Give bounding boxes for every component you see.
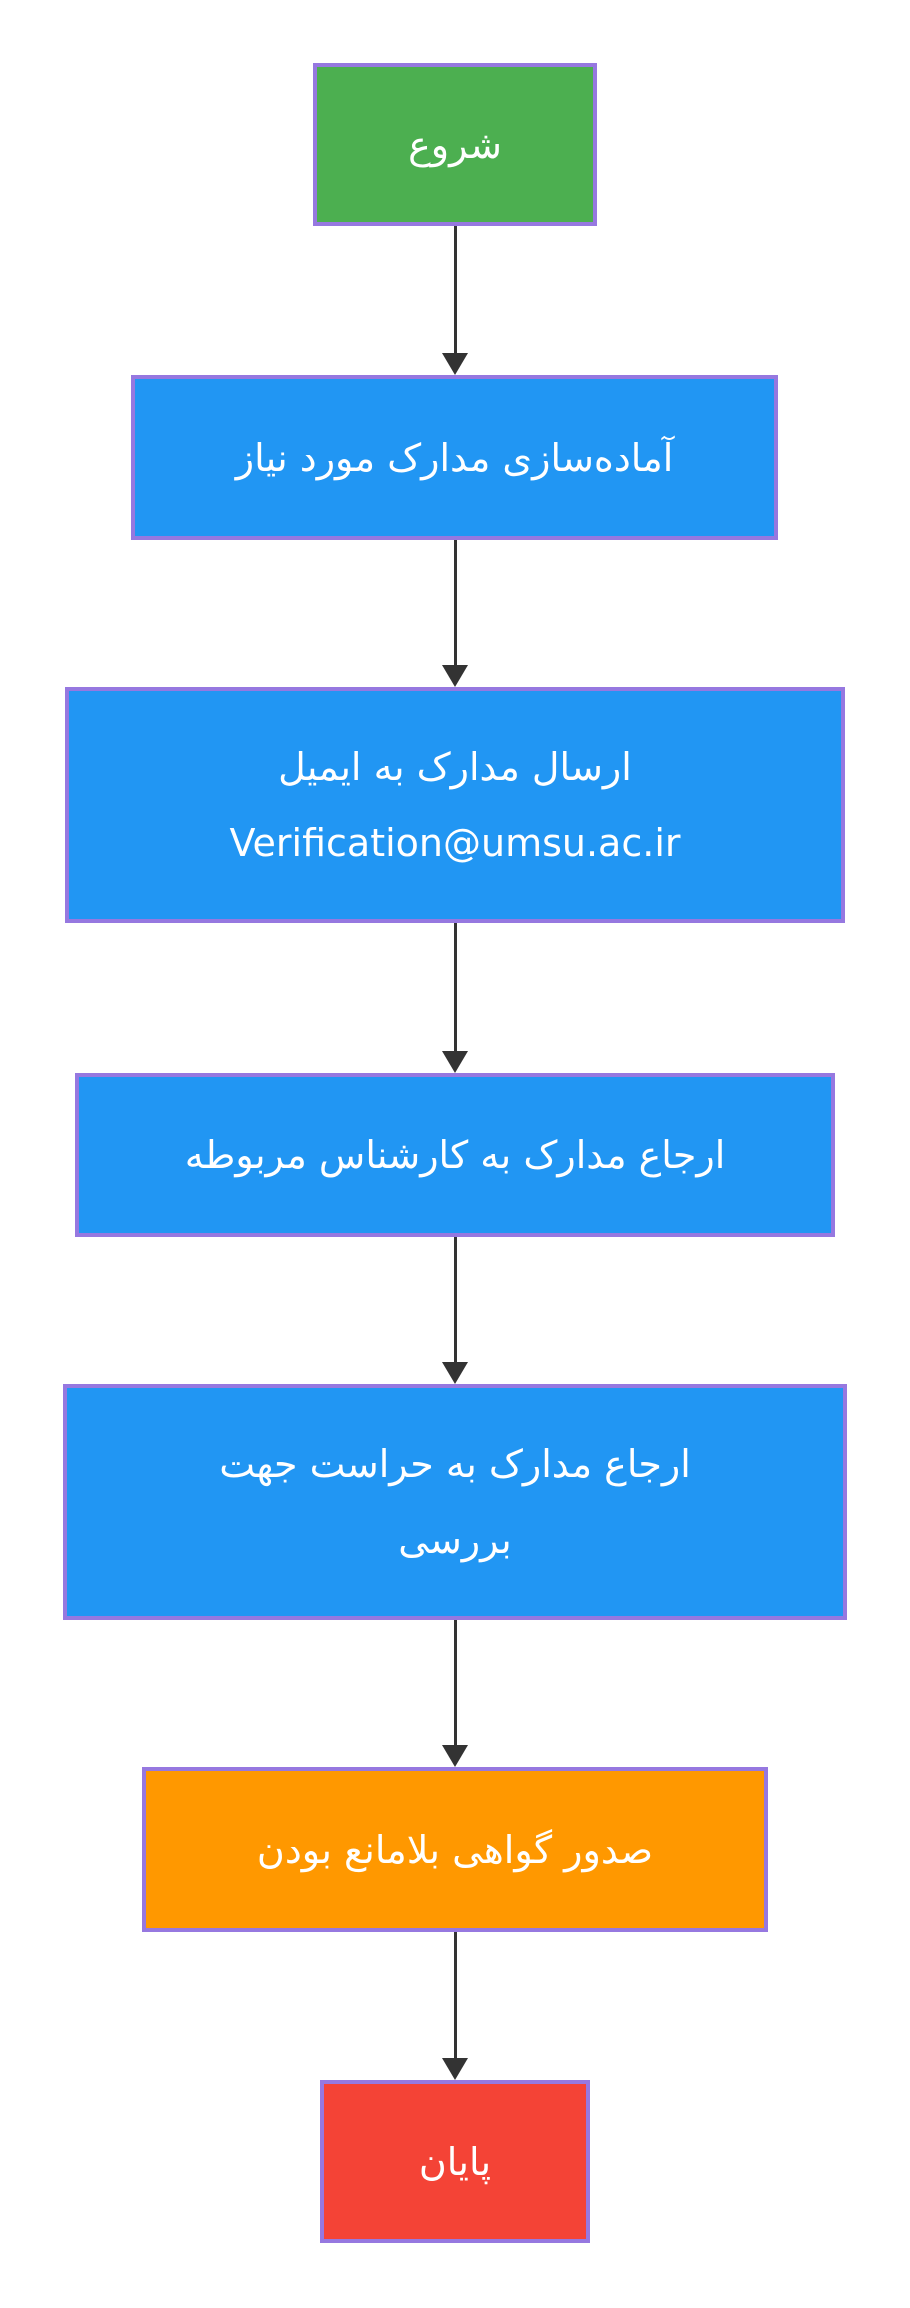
node-start [313, 63, 597, 226]
node-end-label: پایان [418, 2139, 492, 2184]
node-start-label: شروع [408, 122, 502, 167]
flow-arrow-4 [442, 1237, 468, 1384]
flow-arrow-5 [442, 1620, 468, 1767]
node-send-documents-email-label-line2: Verification@umsu.ac.ir [229, 821, 681, 865]
arrowhead-down-icon [442, 1051, 468, 1073]
arrow-line [454, 1237, 457, 1363]
node-refer-to-expert [75, 1073, 835, 1237]
node-refer-to-security-label-line2: بررسی [398, 1518, 512, 1562]
flow-arrow-2 [442, 540, 468, 687]
node-refer-to-expert-label: ارجاع مدارک به کارشناس مربوطه [184, 1133, 726, 1177]
arrowhead-down-icon [442, 665, 468, 687]
node-refer-to-security [63, 1384, 847, 1620]
arrow-line [454, 540, 457, 666]
arrowhead-down-icon [442, 2058, 468, 2080]
flow-arrow-3 [442, 923, 468, 1073]
node-issue-clearance-certificate [142, 1767, 768, 1932]
node-prepare-documents [131, 375, 778, 540]
arrow-line [454, 1932, 457, 2059]
flow-arrow-1 [442, 226, 468, 375]
node-prepare-documents-label: آماده‌سازی مدارک مورد نیاز [235, 435, 674, 480]
arrowhead-down-icon [442, 1362, 468, 1384]
node-refer-to-security-label-line1: ارجاع مدارک به حراست جهت [219, 1442, 691, 1486]
arrowhead-down-icon [442, 353, 468, 375]
node-issue-clearance-certificate-label: صدور گواهی بلامانع بودن [256, 1827, 654, 1872]
arrow-line [454, 923, 457, 1052]
arrowhead-down-icon [442, 1745, 468, 1767]
arrow-line [454, 226, 457, 354]
arrow-line [454, 1620, 457, 1746]
node-end [320, 2080, 590, 2243]
node-send-documents-email [65, 687, 845, 923]
node-send-documents-email-label-line1: ارسال مدارک به ایمیل [278, 745, 632, 789]
flow-arrow-6 [442, 1932, 468, 2080]
